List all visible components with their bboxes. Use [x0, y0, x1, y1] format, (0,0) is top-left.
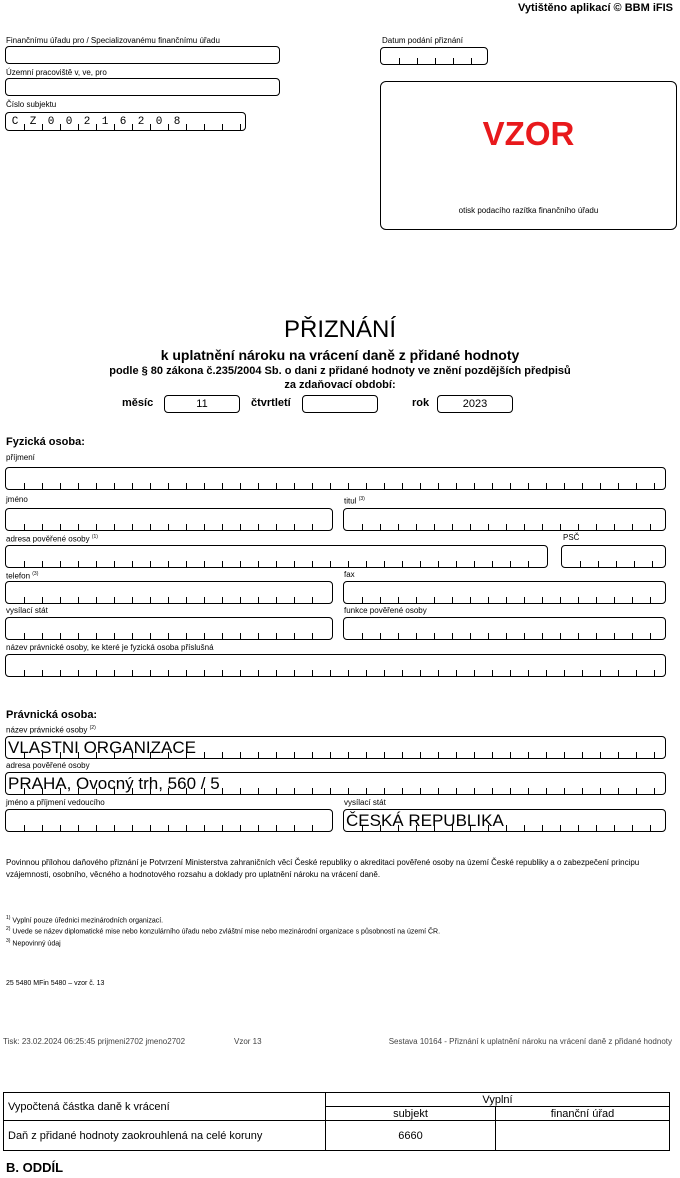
- attachment-notice: Povinnou přílohou daňového přiznání je Potvrzení Ministerstva zahraničních věcí České republiky o akreditaci pověřené osoby na území České republiky a o zabezpečení principu vzájemnosti, osobního, věcného a hodnotového rozsahu a doklady pro uplatnění nároku na vrácení daně.: [6, 858, 640, 879]
- printed-by: Vytištěno aplikací © BBM iFIS: [517, 2, 673, 14]
- np-legal-entity-label: název právnické osoby, ke které je fyzická osoba příslušná: [6, 643, 214, 652]
- subject-number-char: 2: [83, 116, 91, 128]
- legal-person-heading: Právnická osoba:: [6, 709, 98, 721]
- submission-date-combs: [381, 57, 487, 64]
- lp-sending-state-label: vysílací stát: [344, 798, 386, 807]
- financial-office-label: Finančnímu úřadu pro / Specializovanému finančnímu úřadu: [6, 36, 220, 45]
- territorial-label: Územní pracoviště v, ve, pro: [6, 68, 107, 77]
- subject-number-char: 0: [65, 116, 73, 128]
- surname-label: příjmení: [6, 453, 35, 462]
- subject-number-field[interactable]: [5, 112, 246, 131]
- phone-sup: (3): [32, 571, 39, 577]
- lp-sending-state-field[interactable]: [343, 809, 666, 832]
- subject-number-char: 0: [155, 116, 163, 128]
- address-combs: [6, 560, 547, 567]
- title-combs: [344, 523, 665, 530]
- function-label: funkce pověřené osoby: [344, 606, 427, 615]
- phone-label: [6, 570, 38, 581]
- lp-name-value: VLASTNI ORGANIZACE: [8, 738, 196, 757]
- phone-combs: [6, 596, 332, 603]
- calc-table: [3, 1092, 670, 1151]
- calc-office-value[interactable]: [496, 1121, 670, 1151]
- natural-person-heading: Fyzická osoba:: [6, 436, 85, 448]
- tax-period-label: za zdaňovací období:: [284, 379, 396, 391]
- quarter-field[interactable]: [302, 395, 378, 413]
- name-label: jméno: [6, 495, 28, 504]
- name-field[interactable]: [5, 508, 333, 531]
- form-legal-basis: podle § 80 zákona č.235/2004 Sb. o dani z přidané hodnoty ve znění pozdějších předpisů: [109, 365, 571, 377]
- col-office: finanční úřad: [496, 1107, 670, 1121]
- name-combs: [6, 523, 332, 530]
- stamp-caption: otisk podacího razítka finančního úřadu: [458, 206, 599, 215]
- phone-label-text: telefon: [6, 571, 31, 581]
- submission-date-label: Datum podání přiznání: [382, 36, 463, 45]
- title-field[interactable]: [343, 508, 666, 531]
- footnotes: [6, 914, 666, 948]
- address-sup: (1): [91, 534, 98, 540]
- lp-head-label: jméno a příjmení vedoucího: [6, 798, 105, 807]
- calc-subject-value[interactable]: 6660: [326, 1121, 496, 1151]
- col-subject: subjekt: [326, 1107, 496, 1121]
- vzor-watermark: VZOR: [482, 115, 575, 152]
- calc-item-label: Daň z přidané hodnoty zaokrouhlená na celé koruny: [4, 1121, 326, 1151]
- address-label: [6, 533, 98, 544]
- territorial-field[interactable]: [5, 78, 280, 96]
- footnote-1: $^{1)}$ Vyplní pouze úřednici mezinárodních organizací.: [6, 915, 164, 925]
- calc-row-label: Vypočtená částka daně k vrácení: [4, 1093, 326, 1121]
- fill-header: Vyplní: [326, 1093, 670, 1107]
- psc-label: PSČ: [563, 533, 580, 542]
- stamp-box: [380, 81, 677, 230]
- form-subtitle: k uplatnění nároku na vrácení daně z přidané hodnoty: [160, 347, 520, 363]
- lp-address-field[interactable]: [5, 772, 666, 795]
- lp-address-label: adresa pověřené osoby: [6, 761, 90, 770]
- function-combs: [344, 632, 665, 639]
- section-b-heading: B. ODDÍL: [6, 1160, 64, 1175]
- psc-field[interactable]: [561, 545, 666, 568]
- np-sending-state-combs: [6, 632, 332, 639]
- subject-number-char: 6: [119, 116, 127, 128]
- lp-name-sup: (2): [89, 725, 96, 731]
- print-timestamp: Tisk: 23.02.2024 06:25:45 prijmeni2702 jmeno2702: [3, 1037, 186, 1046]
- lp-name-label-text: název právnické osoby: [6, 725, 88, 735]
- month-label: měsíc: [122, 397, 154, 409]
- np-legal-entity-combs: [6, 669, 665, 676]
- np-sending-state-label: vysílací stát: [6, 606, 48, 615]
- subject-number-char: 1: [101, 116, 109, 128]
- address-field[interactable]: [5, 545, 548, 568]
- footnote-2: $^{2)}$ Uvede se název diplomatické mise nebo konzulárního úřadu nebo zvláštní mise nebo mezinárodní organizace s působností na území ČR.: [6, 926, 441, 936]
- year-field[interactable]: 2023: [437, 395, 513, 413]
- financial-office-field[interactable]: [5, 46, 280, 64]
- month-field[interactable]: 11: [164, 395, 240, 413]
- lp-head-combs: [6, 824, 332, 831]
- lp-head-field[interactable]: [5, 809, 333, 832]
- surname-combs: [6, 482, 665, 489]
- title-label: [344, 495, 365, 506]
- lp-name-field[interactable]: [5, 736, 666, 759]
- title-label-text: titul: [344, 496, 357, 506]
- fax-field[interactable]: [343, 581, 666, 604]
- subject-number-label: Číslo subjektu: [6, 100, 57, 109]
- print-vzor: Vzor 13: [234, 1037, 262, 1046]
- form-code: 25 5480 MFin 5480 – vzor č. 13: [6, 980, 105, 987]
- np-legal-entity-field[interactable]: [5, 654, 666, 677]
- subject-number-char: 0: [47, 116, 55, 128]
- submission-date-field[interactable]: [380, 47, 488, 65]
- title-sup: (3): [358, 496, 365, 502]
- quarter-label: čtvrtletí: [251, 397, 291, 409]
- subject-number-char: 2: [137, 116, 145, 128]
- form-title: PŘIZNÁNÍ: [283, 316, 396, 343]
- subject-number-char: Z: [29, 116, 37, 128]
- np-sending-state-field[interactable]: [5, 617, 333, 640]
- phone-field[interactable]: [5, 581, 333, 604]
- surname-field[interactable]: [5, 467, 666, 490]
- address-label-text: adresa pověřené osoby: [6, 534, 90, 544]
- psc-combs: [562, 560, 665, 567]
- subject-number-char: C: [11, 116, 19, 128]
- print-report-name: Sestava 10164 - Přiznání k uplatnění nároku na vrácení daně z přidané hodnoty: [388, 1037, 672, 1046]
- year-label: rok: [412, 397, 430, 409]
- fax-label: fax: [344, 570, 355, 579]
- subject-number-char: 8: [173, 116, 181, 128]
- footnote-3: $^{3)}$ Nepovinný údaj: [6, 937, 61, 947]
- lp-address-value: PRAHA, Ovocný trh, 560 / 5: [8, 774, 220, 793]
- lp-name-label: [6, 724, 96, 735]
- fax-combs: [344, 596, 665, 603]
- lp-sending-state-value: ČESKÁ REPUBLIKA: [346, 811, 504, 830]
- function-field[interactable]: [343, 617, 666, 640]
